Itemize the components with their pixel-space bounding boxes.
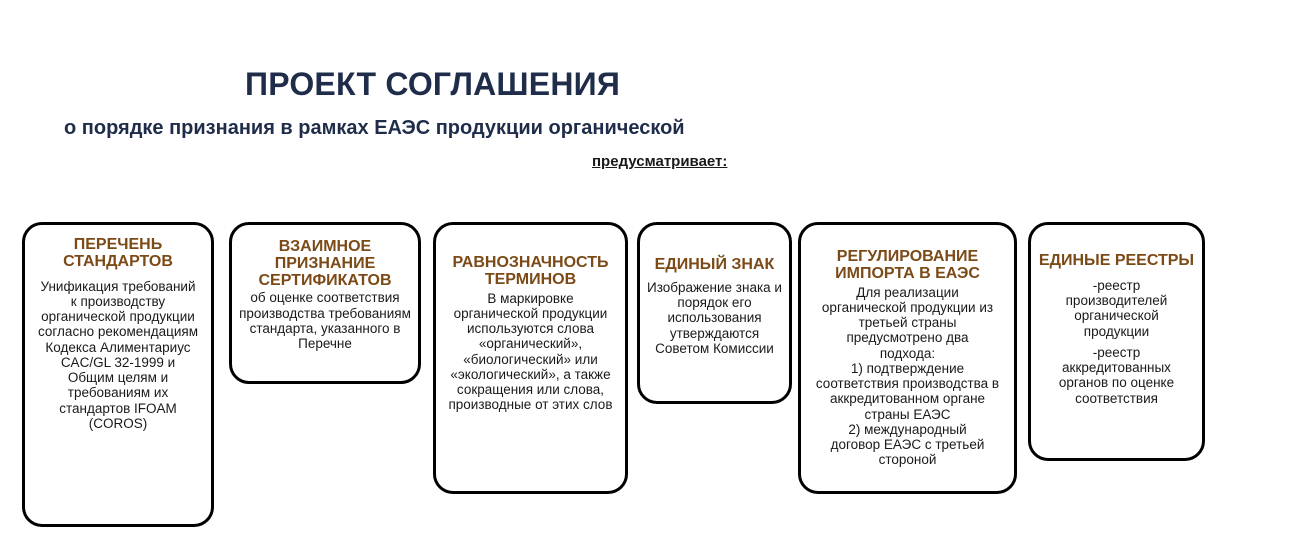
- box-text-intro: Для реализации органической продукции из третьей страны предусмотрено два подхода:: [821, 284, 994, 361]
- box-text: Унификация требований к производству органической продукции согласно рекомендациям Кодекса Алиментариус CAC/GL 32-1999 и Общим целям и требованиям их стандартов IFOAM (COROS): [38, 278, 198, 431]
- box-unified-registers: [1028, 222, 1205, 461]
- box-single-mark: [637, 222, 792, 404]
- box-text-approach-2: 2) международный договор ЕАЭС с третьей стороной: [830, 421, 985, 468]
- box-heading: РЕГУЛИРОВАНИЕ ИМПОРТА В ЕАЭС: [835, 248, 980, 282]
- box-text-approach-1: 1) подтверждение соответствия производства в аккредитованном органе страны ЕАЭС: [815, 360, 1000, 422]
- page-subtitle: о порядке признания в рамках ЕАЭС продукции органической: [64, 117, 685, 139]
- box-heading: ЕДИНЫЕ РЕЕСТРЫ: [1038, 252, 1195, 269]
- box-heading: ПЕРЕЧЕНЬ СТАНДАРТОВ: [63, 236, 173, 270]
- box-standards-list: [22, 222, 214, 527]
- provides-label: предусматривает:: [592, 153, 728, 170]
- box-heading: ЕДИНЫЙ ЗНАК: [654, 256, 775, 273]
- box-text-register-producers: -реестр производителей органической продукции: [1065, 277, 1168, 339]
- box-text: Изображение знака и порядок его использования утверждаются Советом Комиссии: [647, 279, 782, 356]
- box-heading: РАВНОЗНАЧНОСТЬ ТЕРМИНОВ: [452, 254, 609, 288]
- box-heading: ВЗАИМНОЕ ПРИЗНАНИЕ СЕРТИФИКАТОВ: [258, 238, 392, 289]
- box-mutual-recognition: [229, 222, 421, 384]
- box-import-regulation: [798, 222, 1017, 494]
- box-text: об оценке соответствия производства требованиям стандарта, указанного в Перечне: [239, 290, 411, 352]
- box-text: В маркировке органической продукции используются слова «органический», «биологический» или «экологический», а также сокращения или слова, производные от этих слов: [448, 290, 613, 413]
- page-title: ПРОЕКТ СОГЛАШЕНИЯ: [245, 66, 621, 102]
- box-text-register-bodies: -реестр аккредитованных органов по оценке соответствия: [1058, 344, 1175, 406]
- box-terms-equivalence: [433, 222, 628, 494]
